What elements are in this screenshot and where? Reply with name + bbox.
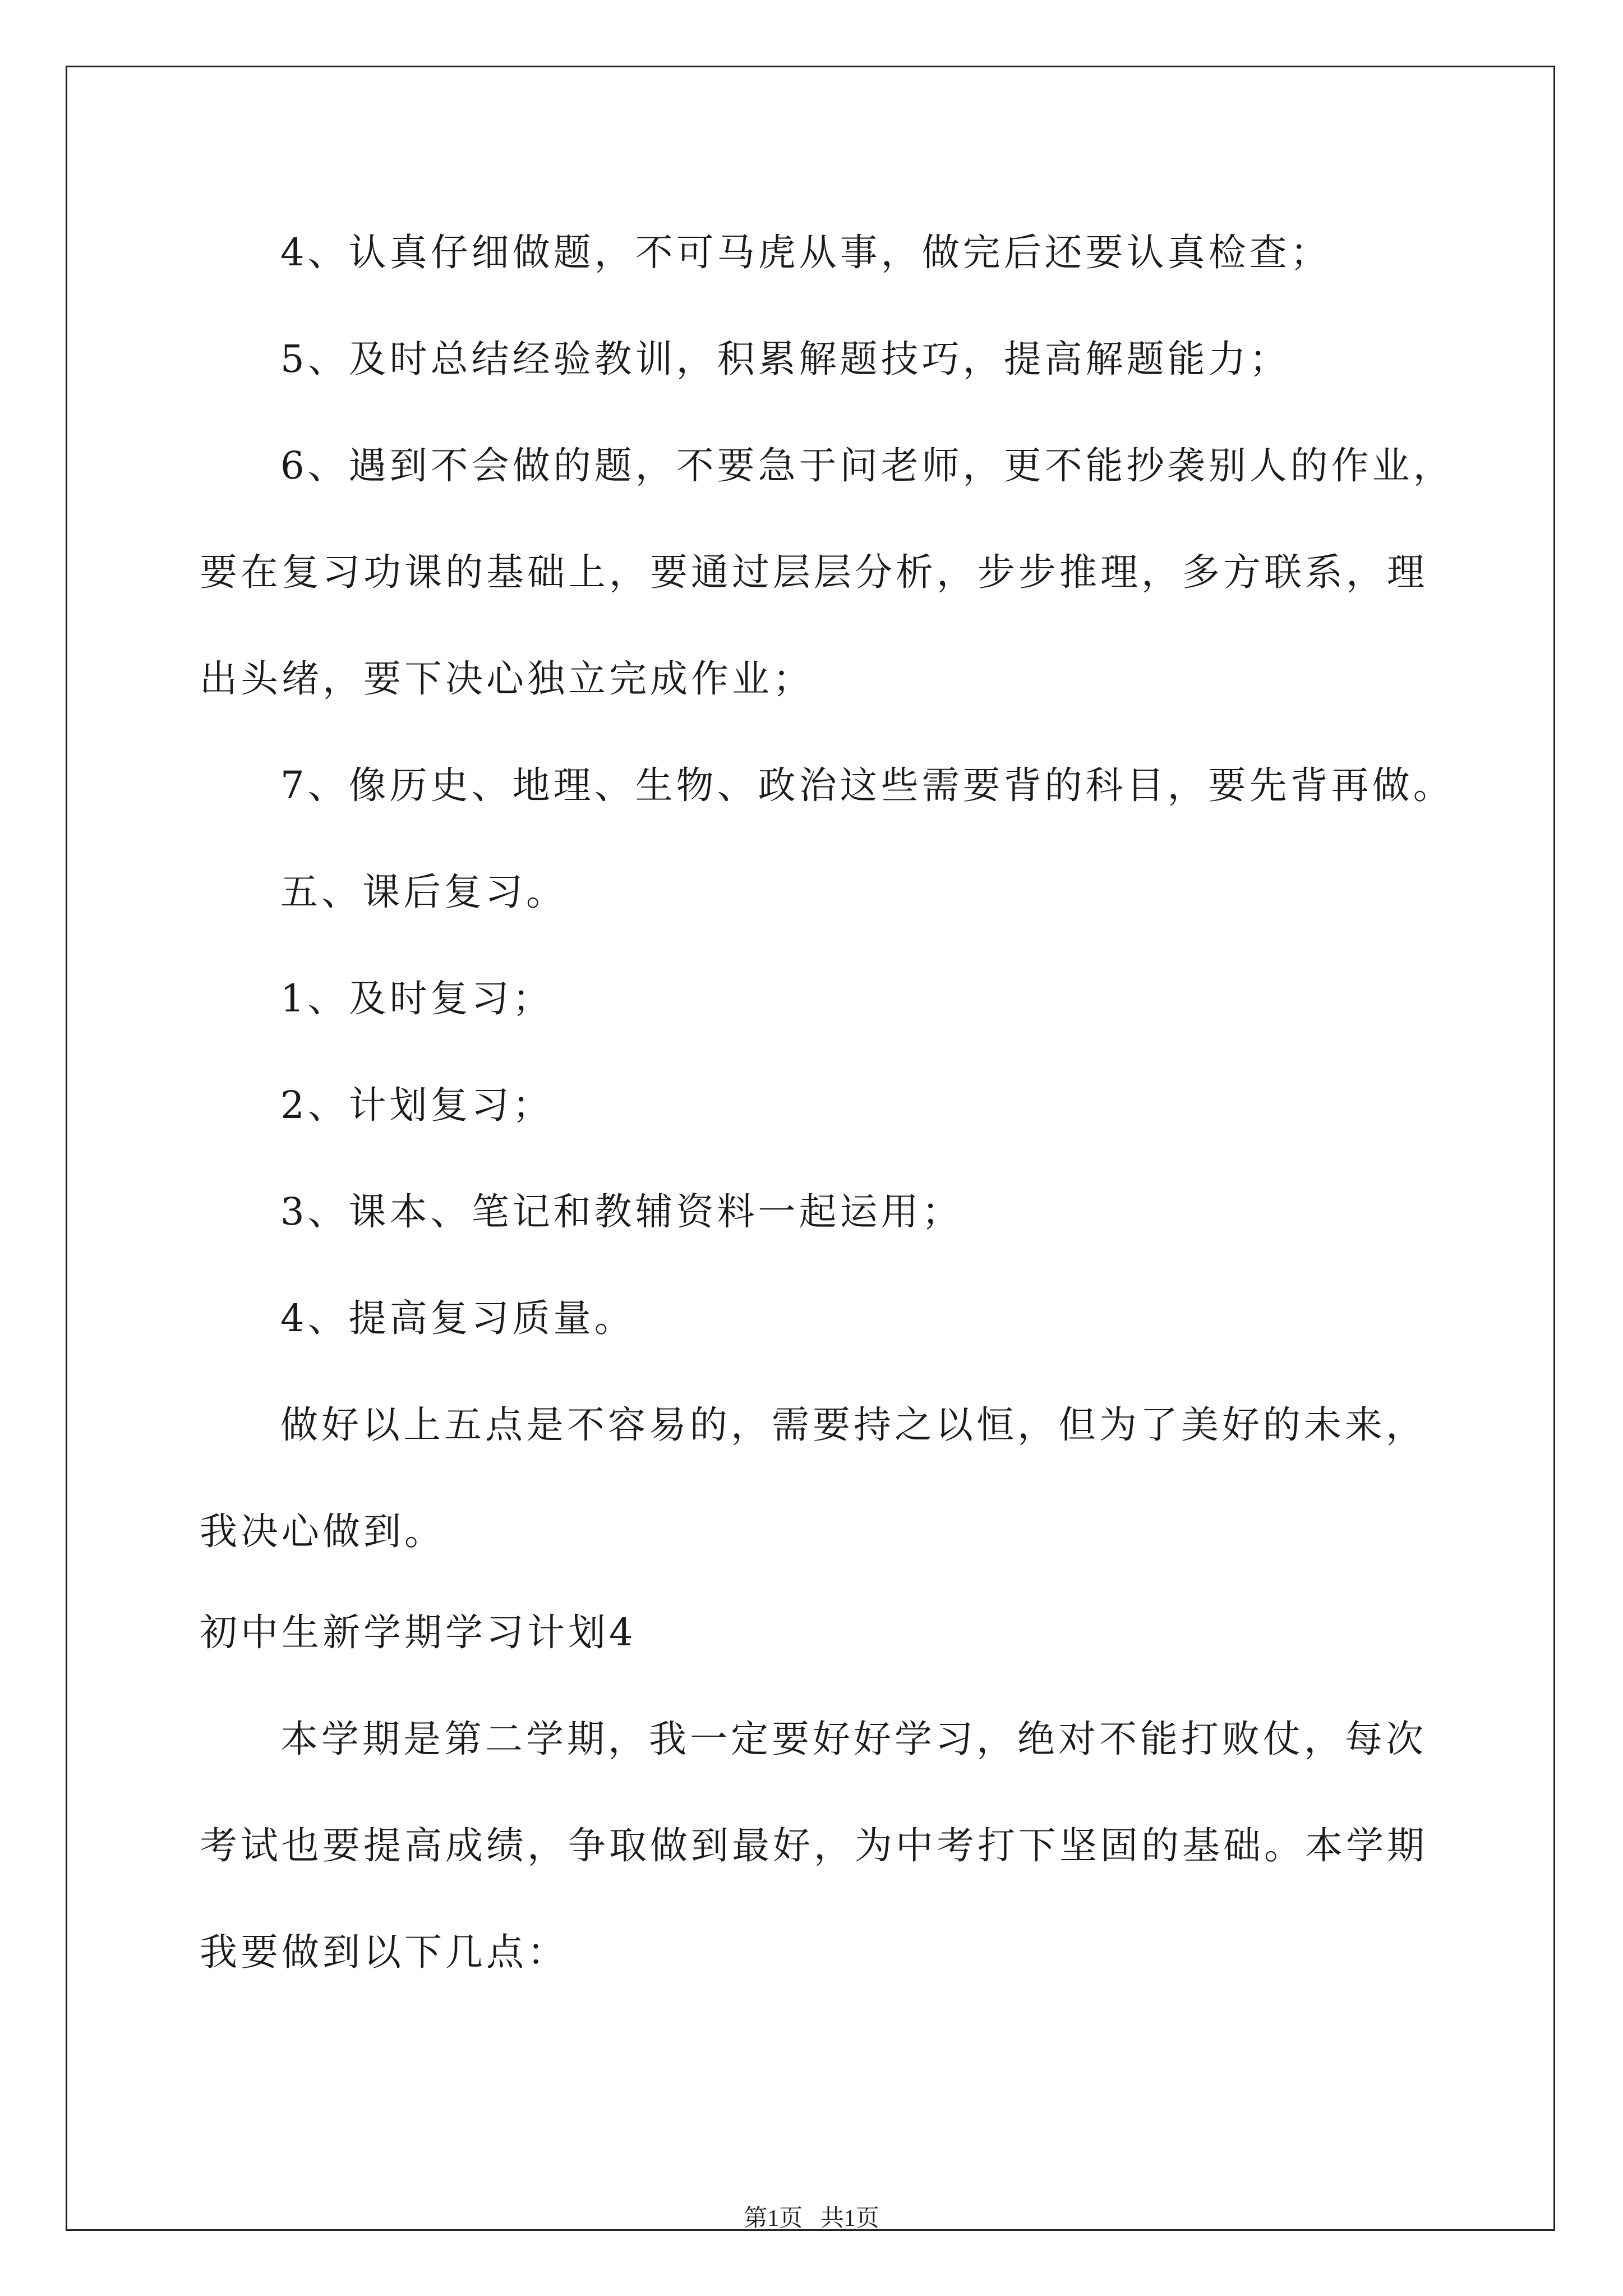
paragraph-line: 6、遇到不会做的题，不要急于问老师，更不能抄袭别人的作业， [280, 444, 1454, 487]
list-item: 1、及时复习； [280, 977, 554, 1020]
paragraph-line: 做好以上五点是不容易的，需要持之以恒，但为了美好的未来， [280, 1403, 1427, 1447]
list-item: 2、计划复习； [280, 1083, 554, 1127]
paragraph-line: 要在复习功课的基础上，要通过层层分析，步步推理，多方联系，理 [200, 550, 1428, 594]
paragraph-line: 5、及时总结经验教训，积累解题技巧，提高解题能力； [280, 337, 1290, 381]
paragraph-line: 我要做到以下几点： [200, 1930, 568, 1974]
document-title: 初中生新学期学习计划4 [200, 1611, 637, 1654]
section-heading: 五、课后复习。 [280, 870, 567, 914]
paragraph-line: 我决心做到。 [200, 1510, 445, 1553]
paragraph-line: 4、认真仔细做题，不可马虎从事，做完后还要认真检查； [280, 231, 1331, 274]
paragraph-line: 本学期是第二学期，我一定要好好学习，绝对不能打败仗，每次 [280, 1717, 1427, 1761]
list-item: 3、课本、笔记和教辅资料一起运用； [280, 1190, 963, 1234]
paragraph-line: 7、像历史、地理、生物、政治这些需要背的科目，要先背再做。 [280, 763, 1454, 807]
page-border [66, 66, 1555, 2231]
list-item: 4、提高复习质量。 [280, 1296, 635, 1340]
page-footer: 第1页 共1页 [744, 2206, 879, 2231]
paragraph-line: 考试也要提高成绩，争取做到最好，为中考打下坚固的基础。本学期 [200, 1824, 1428, 1867]
paragraph-line: 出头绪，要下决心独立完成作业； [200, 657, 814, 701]
